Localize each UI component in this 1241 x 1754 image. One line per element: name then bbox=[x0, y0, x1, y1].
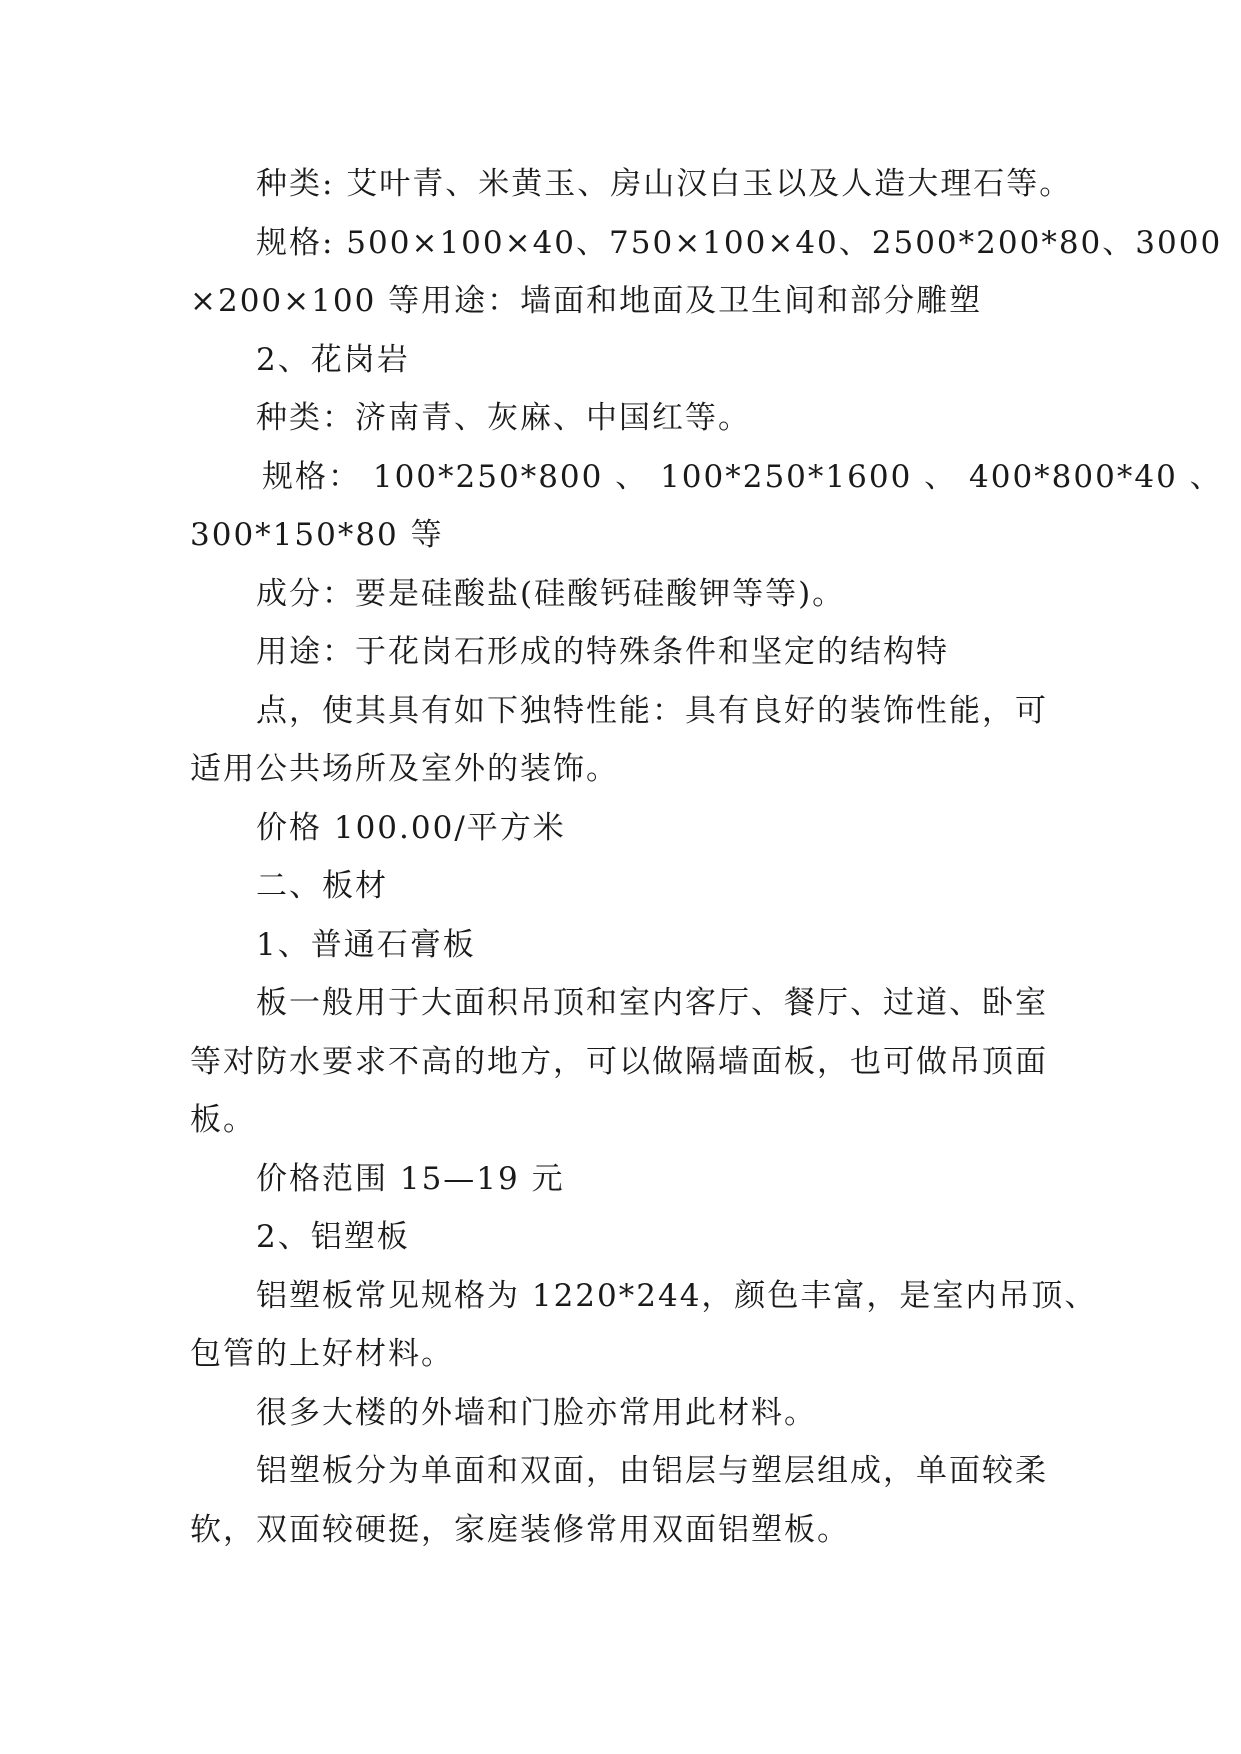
text-line: 适用公共场所及室外的装饰。 bbox=[190, 751, 619, 787]
text-line: 规格： 100*250*800 、 100*250*1600 、 400*800*40 、 bbox=[262, 458, 1223, 495]
text-line: 铝塑板分为单面和双面，由铝层与塑层组成，单面较柔 bbox=[256, 1453, 1048, 1489]
text-line: 300*150*80 等 bbox=[190, 517, 444, 553]
section-heading: 二、板材 bbox=[256, 868, 388, 904]
text-line: 规格: 500×100×40、750×100×40、2500*200*80、3000 bbox=[256, 224, 1223, 261]
text-line: 用途：于花岗石形成的特殊条件和坚定的结构特 bbox=[256, 634, 949, 670]
text-line: 点，使其具有如下独特性能：具有良好的装饰性能，可 bbox=[256, 692, 1048, 729]
price-line: 价格 100.00/平方米 bbox=[256, 809, 566, 846]
text-line: 铝塑板常见规格为 1220*244，颜色丰富，是室内吊顶、 bbox=[256, 1277, 1098, 1314]
price-line: 价格范围 15—19 元 bbox=[256, 1160, 565, 1197]
text-line: 种类: 艾叶青、米黄玉、房山汉白玉以及人造大理石等。 bbox=[256, 166, 1073, 202]
section-heading: 2、铝塑板 bbox=[256, 1219, 410, 1255]
document-body bbox=[190, 155, 1223, 1559]
text-line: 种类：济南青、灰麻、中国红等。 bbox=[256, 400, 751, 436]
text-line: 包管的上好材料。 bbox=[190, 1336, 454, 1372]
text-line: 板一般用于大面积吊顶和室内客厅、餐厅、过道、卧室 bbox=[256, 985, 1048, 1021]
text-line: 成分：要是硅酸盐(硅酸钙硅酸钾等等)。 bbox=[256, 575, 846, 612]
text-line: 板。 bbox=[190, 1102, 256, 1138]
section-heading: 1、普通石膏板 bbox=[256, 926, 476, 963]
text-line: ×200×100 等用途：墙面和地面及卫生间和部分雕塑 bbox=[190, 283, 983, 319]
text-line: 很多大楼的外墙和门脸亦常用此材料。 bbox=[256, 1394, 817, 1431]
text-line: 软，双面较硬挺，家庭装修常用双面铝塑板。 bbox=[190, 1511, 850, 1548]
section-heading: 2、花岗岩 bbox=[256, 341, 410, 378]
text-line: 等对防水要求不高的地方，可以做隔墙面板，也可做吊顶面 bbox=[190, 1043, 1048, 1080]
